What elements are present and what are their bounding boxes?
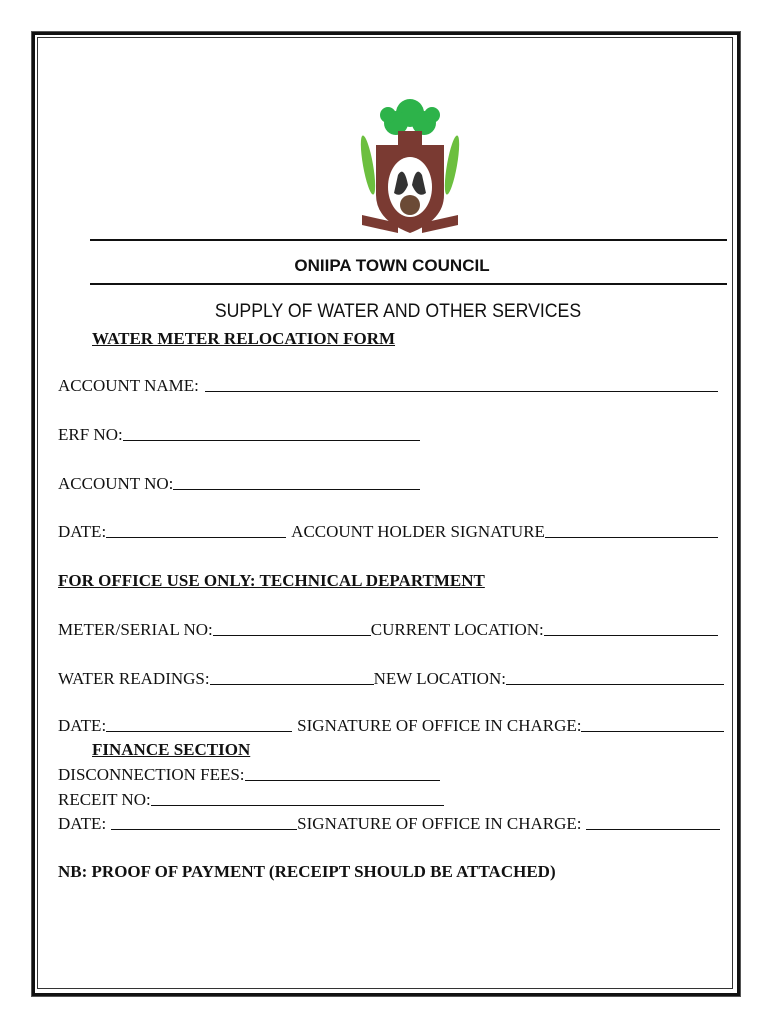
finance-signature-input[interactable]	[586, 828, 720, 830]
label: ACCOUNT NAME:	[58, 376, 199, 395]
date-input[interactable]	[106, 536, 286, 538]
label: DATE:	[58, 522, 107, 541]
water-readings-input[interactable]	[210, 683, 374, 685]
date-signature-row	[58, 522, 718, 542]
account-no-input[interactable]	[173, 488, 420, 490]
label: ACCOUNT HOLDER SIGNATURE	[291, 522, 545, 541]
header-rule-top	[90, 239, 727, 241]
label: NEW LOCATION:	[373, 669, 506, 688]
label: CURRENT LOCATION:	[370, 620, 544, 639]
finance-date-input[interactable]	[111, 828, 297, 830]
label: ACCOUNT NO:	[58, 474, 174, 493]
office-date-input[interactable]	[106, 730, 292, 732]
readings-row	[58, 669, 724, 689]
office-heading: FOR OFFICE USE ONLY: TECHNICAL DEPARTMENT	[58, 571, 485, 590]
current-location-input[interactable]	[544, 634, 718, 636]
office-date-row	[58, 716, 724, 736]
label: METER/SERIAL NO:	[58, 620, 213, 639]
header-rule-bottom	[90, 283, 727, 285]
label: DATE:	[58, 814, 107, 833]
fees-row	[58, 765, 440, 785]
label: RECEIT NO:	[58, 790, 151, 809]
label: WATER READINGS:	[58, 669, 210, 688]
erf-no-field[interactable]	[58, 425, 420, 445]
council-crest-logo	[358, 95, 462, 237]
label: DISCONNECTION FEES:	[58, 765, 245, 784]
service-title: SUPPLY OF WATER AND OTHER SERVICES	[214, 301, 582, 322]
meter-serial-input[interactable]	[213, 634, 371, 636]
label: DATE:	[58, 716, 107, 735]
payment-note: NB: PROOF OF PAYMENT (RECEIPT SHOULD BE ATTACHED)	[58, 862, 556, 881]
meter-row	[58, 620, 718, 640]
receipt-row	[58, 790, 444, 810]
office-signature-input[interactable]	[581, 730, 724, 732]
erf-no-input[interactable]	[123, 439, 420, 441]
disconnection-fees-input[interactable]	[245, 779, 440, 781]
signature-input[interactable]	[545, 536, 718, 538]
council-name: ONIIPA TOWN COUNCIL	[294, 256, 490, 275]
account-no-field[interactable]	[58, 474, 420, 494]
label: SIGNATURE OF OFFICE IN CHARGE:	[297, 814, 582, 833]
account-name-field[interactable]	[58, 376, 718, 396]
new-location-input[interactable]	[506, 683, 724, 685]
label: SIGNATURE OF OFFICE IN CHARGE:	[297, 716, 582, 735]
account-name-input[interactable]	[205, 390, 718, 392]
finance-heading: FINANCE SECTION	[92, 740, 251, 759]
form-title: WATER METER RELOCATION FORM	[92, 329, 396, 348]
receipt-no-input[interactable]	[151, 804, 444, 806]
finance-date-row	[58, 814, 720, 834]
label: ERF NO:	[58, 425, 123, 444]
